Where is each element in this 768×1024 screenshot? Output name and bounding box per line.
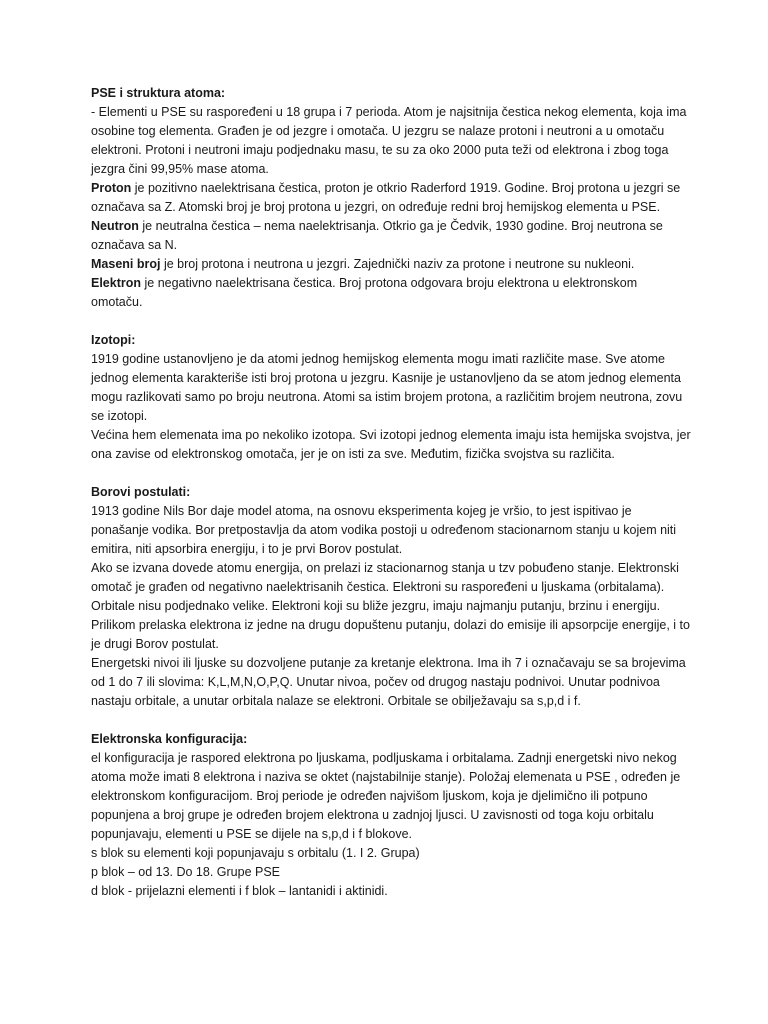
paragraph-proton [91,179,691,217]
paragraph [91,654,691,711]
section-elektronska-konfiguracija [91,730,691,901]
paragraph-neutron [91,217,691,255]
section-heading: Izotopi: [91,333,136,347]
paragraph-text: d blok - prijelazni elementi i f blok – lantanidi i aktinidi. [91,884,388,898]
section-pse-struktura-atoma [91,84,691,312]
paragraph [91,350,691,426]
paragraph-text: s blok su elementi koji popunjavaju s orbitalu (1. I 2. Grupa) [91,846,420,860]
paragraph [91,103,691,179]
paragraph-elektron [91,274,691,312]
paragraph [91,426,691,464]
document-page [91,84,691,901]
paragraph-text: 1913 godine Nils Bor daje model atoma, na osnovu eksperimenta kojeg je vršio, to jest ispitivao je ponašanje vodika. Bor pretpostavlja da atom vodika postoji u određenom stacionarnom stanju u kojem niti emitira, niti apsorbira energiju, i to je prvi Borov postulat. [91,504,677,556]
term-maseni-broj: Maseni broj [91,257,161,271]
paragraph [91,502,691,559]
paragraph-text: Energetski nivoi ili ljuske su dozvoljene putanje za kretanje elektrona. Ima ih 7 i označavaju se sa brojevima od 1 do 7 ili slovima: K,L,M,N,O,P,Q. Unutar nivoa, počev od drugog nastaju podnivoi. Unutar podnivoa nastaju orbitale, a unutar orbitala nalaze se elektroni. Orbitale se obilježavaju sa s,p,d i f. [91,656,686,708]
section-izotopi [91,331,691,464]
paragraph-text: el konfiguracija je raspored elektrona po ljuskama, podljuskama i orbitalama. Zadnji energetski nivo nekog atoma može imati 8 elektrona i naziva se oktet (najstabilnije stanje). Položaj elemenata u PSE , određen je elektronskom konfiguracijom. Broj periode je određen najvišom ljuskom, koja je djelimično ili potpuno popunjena a broj grupe je određen brojem elektrona u zadnjoj ljusci. U zavisnosti od toga koju orbitalu popunjavaju, elementi u PSE se dijele na s,p,d i f blokove. [91,751,681,841]
paragraph-text: je neutralna čestica – nema naelektrisanja. Otkrio ga je Čedvik, 1930 godine. Broj neutrona se označava sa N. [91,219,663,252]
section-heading: Borovi postulati: [91,485,191,499]
term-elektron: Elektron [91,276,142,290]
term-neutron: Neutron [91,219,139,233]
section-borovi-postulati [91,483,691,711]
paragraph-text: je pozitivno naelektrisana čestica, proton je otkrio Raderford 1919. Godine. Broj protona u jezgri se označava sa Z. Atomski broj je broj protona u jezgri, on određuje redni broj hemijskog elementa u PSE. [91,181,681,214]
paragraph [91,749,691,844]
paragraph-text: je broj protona i neutrona u jezgri. Zajednički naziv za protone i neutrone su nukleoni. [160,257,635,271]
paragraph-text: 1919 godine ustanovljeno je da atomi jednog hemijskog elementa mogu imati različite mase. Sve atome jednog elementa karakteriše isti broj protona u jezgru. Kasnije je ustanovljeno da se atom jednog elementa mogu razlikovati samo po broju neutrona. Atomi sa istim brojem protona, a različitim brojem neutrona, zovu se izotopi. [91,352,683,423]
term-proton: Proton [91,181,132,195]
paragraph-text: Ako se izvana dovede atomu energija, on prelazi iz stacionarnog stanja u tzv pobuđeno stanje. Elektronski omotač je građen od negativno naelektrisanih čestica. Elektroni su raspoređeni u ljuskama (orbitalama). Orbitale nisu podjednako velike. Elektroni koji su bliže jezgru, imaju najmanju putanju, brzinu i energiju. Prilikom prelaska elektrona iz jedne na drugu dopuštenu putanju, dolazi do emisije ili apsorpcije energije, i to je drugi Borov postulat. [91,561,690,651]
paragraph-text: je negativno naelektrisana čestica. Broj protona odgovara broju elektrona u elektronskom omotaču. [91,276,638,309]
paragraph-text: p blok – od 13. Do 18. Grupe PSE [91,865,281,879]
section-heading: PSE i struktura atoma: [91,86,226,100]
paragraph-s-blok [91,844,691,863]
paragraph-maseni-broj [91,255,691,274]
section-heading: Elektronska konfiguracija: [91,732,248,746]
paragraph-p-blok [91,863,691,882]
paragraph-d-f-blok [91,882,691,901]
paragraph-text: - Elementi u PSE su raspoređeni u 18 grupa i 7 perioda. Atom je najsitnija čestica nekog elementa, koja ima osobine tog elementa. Građen je od jezgre i omotača. U jezgru se nalaze protoni i neutroni a u omotaču elektroni. Protoni i neutroni imaju podjednaku masu, te su za oko 2000 puta teži od elektrona i zbog toga jezgra čini 99,95% mase atoma. [91,105,687,176]
paragraph-text: Većina hem elemenata ima po nekoliko izotopa. Svi izotopi jednog elementa imaju ista hemijska svojstva, jer ona zavise od elektronskog omotača, jer je on isti za sve. Međutim, fizička svojstva su različita. [91,428,691,461]
paragraph [91,559,691,654]
